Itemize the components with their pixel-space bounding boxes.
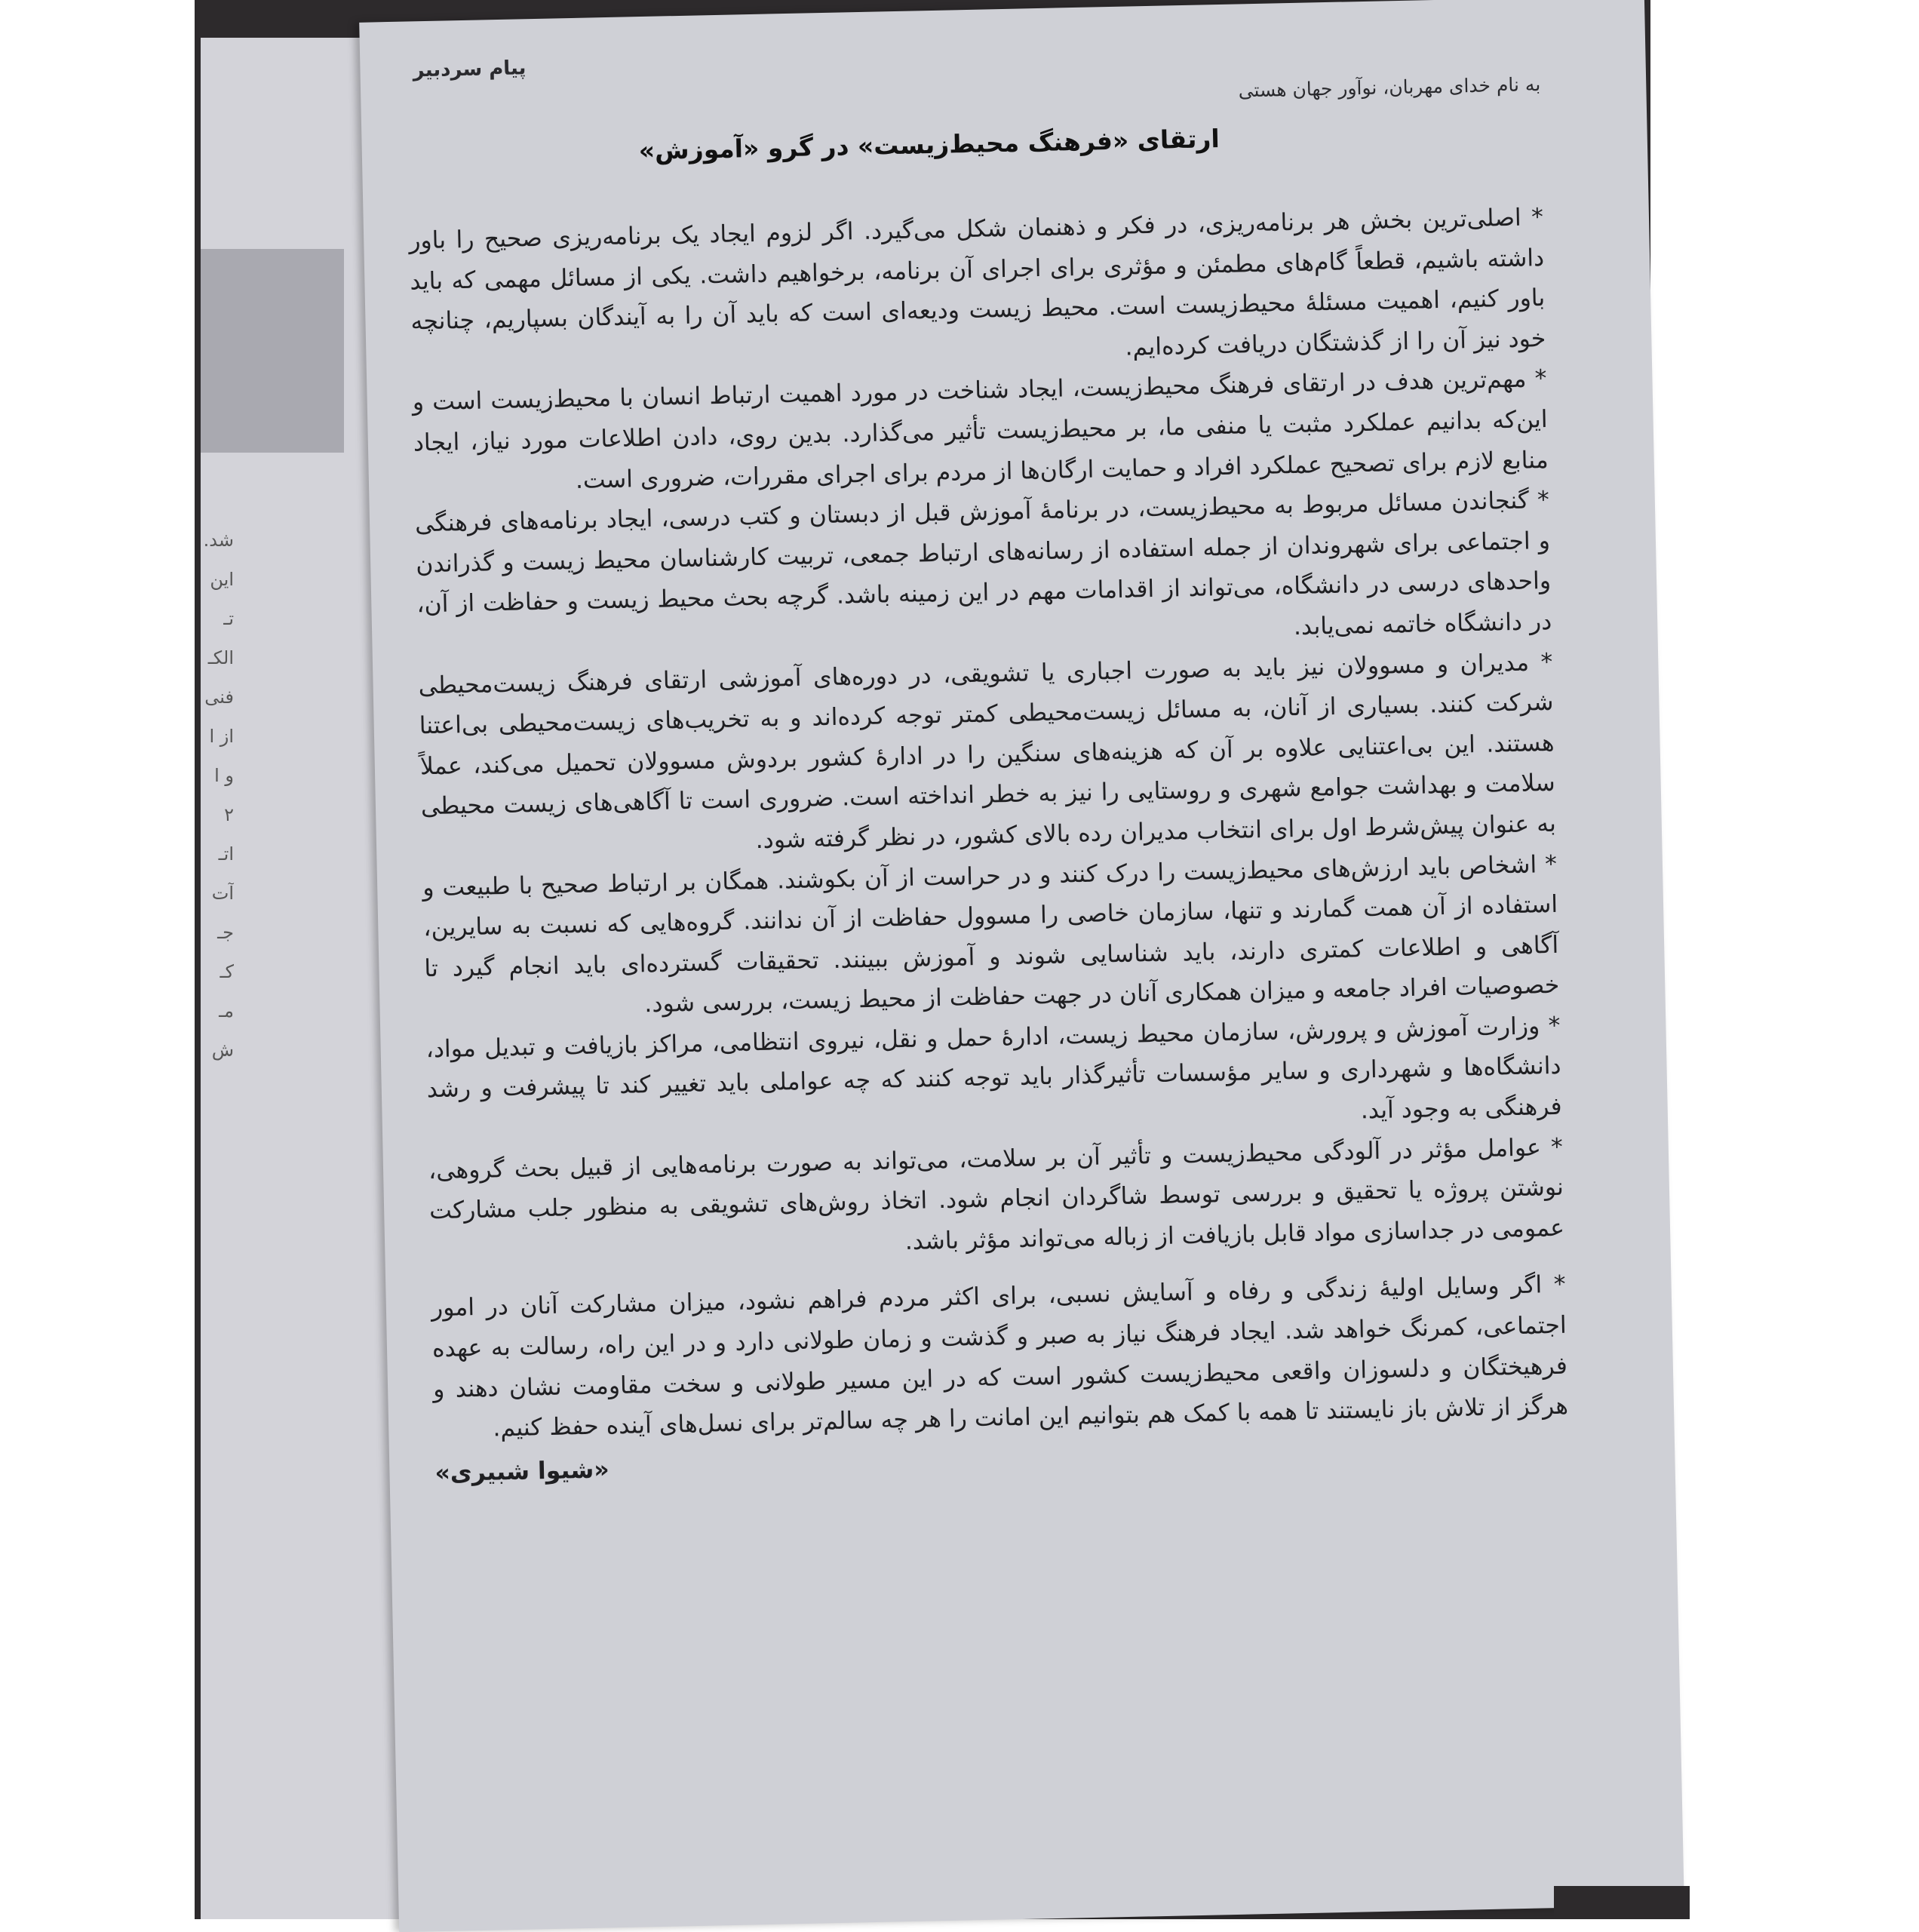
left-fragment: از ا (209, 726, 234, 747)
left-page-gray-block (201, 249, 344, 453)
paragraph: * وزارت آموزش و پرورش، سازمان محیط زیست، ادارهٔ حمل و نقل، نیروی انتظامی، مراکز بازیافت و تبدیل مواد، دانشگاه‌ها و شهرداری و سایر مؤسسات تأثیرگذار باید توجه کنند که چه عواملی باید تغییر کند تا پیشرفت و رشد فرهنگی به وجود آید. (425, 1012, 1563, 1125)
article-body (409, 198, 1570, 1494)
left-fragment: این (210, 569, 234, 590)
paragraph: * عوامل مؤثر در آلودگی محیط‌زیست و تأثیر آن بر سلامت، می‌تواند به صورت برنامه‌هایی از قبیل بحث گروهی، نوشتن پروژه یا تحقیق و بررسی توسط شاگردان انجام شود. اتخاذ روش‌های تشویقی به منظور جلب مشارکت عمومی در جداسازی مواد قابل بازیافت از زباله می‌تواند مؤثر باشد. (428, 1133, 1565, 1255)
bullet-icon: * (1548, 1012, 1561, 1040)
left-fragment: و ا (214, 765, 234, 786)
bullet-icon: * (1544, 850, 1558, 878)
bullet-icon: * (1553, 1271, 1566, 1299)
salutation: به نام خدای مهربان، نوآور جهان هستی (1238, 73, 1541, 102)
paragraph: * اگر وسایل اولیهٔ زندگی و رفاه و آسایش نسبی، برای اکثر مردم فراهم نشود، میزان مشارکت آنان در امور اجتماعی، کمرنگ خواهد شد. ایجاد فرهنگ نیاز به صبر و گذشت و زمان طولانی دارد و در این راه، رسالت به عهده فرهیختگان و دلسوزان واقعی محیط‌زیست کشور است که در این مسیر طولانی و سخت مقاومت نشان دهند و هرگز از تلاش باز نایستند تا همه با کمک هم بتوانیم این امانت را هر چه سالم‌تر برای نسل‌های آینده حفظ کنیم. (431, 1271, 1569, 1442)
left-fragment: الکـ (207, 647, 234, 668)
bullet-icon: * (1540, 648, 1553, 676)
author-signature: «شیوا شبیری» (434, 1456, 610, 1487)
left-fragment: ۲ (224, 804, 234, 825)
left-page-text-fragments (204, 521, 234, 1070)
paragraph: * مهم‌ترین هدف در ارتقای فرهنگ محیط‌زیست، ایجاد شناخت در مورد اهمیت ارتباط انسان با محیط‌زیست است و این‌که بدانیم عملکرد مثبت یا منفی ما، بر محیط‌زیست تأثیر می‌گذارد. بدین روی، دادن اطلاعات مورد نیاز، ایجاد منابع لازم برای تصحیح عملکرد افراد و حمایت ارگان‌ها از مردم برای اجرای مقررات، ضروری است. (412, 365, 1549, 494)
bullet-icon: * (1534, 365, 1547, 393)
left-fragment: جـ (217, 922, 234, 943)
paragraph: * اصلی‌ترین بخش هر برنامه‌ریزی، در فکر و ذهنمان شکل می‌گیرد. اگر لزوم ایجاد یک برنامه‌ریزی صحیح را باور داشته باشیم، قطعاً گام‌های مطمئن و مؤثری برای اجرای آن برنامه، برخواهیم داشت. یکی از مسائل مهمی که باید باور کنیم، اهمیت مسئلهٔ محیط‌زیست است. محیط زیست ودیعه‌ای است که باید آن را به آیندگان بسپاریم، چنانچه خود نیز آن را از گذشتگان دریافت کرده‌ایم. (408, 204, 1546, 361)
article-title: ارتقای «فرهنگ محیط‌زیست» در گرو «آموزش» (638, 123, 1220, 166)
left-fragment: مـ (219, 1000, 234, 1021)
left-fragment: آت (211, 883, 234, 904)
left-fragment: فنی (204, 686, 234, 708)
left-fragment: ش (211, 1040, 234, 1061)
magazine-page (359, 0, 1684, 1932)
bottom-edge-shadow (1554, 1886, 1690, 1919)
bullet-icon: * (1537, 487, 1550, 514)
bullet-icon: * (1531, 204, 1544, 232)
paragraph: * اشخاص باید ارزش‌های محیط‌زیست را درک کنند و در حراست از آن بکوشند. همگان بر ارتباط صحیح با طبیعت و استفاده از آن همت گمارند و تنها، سازمان خاصی را مسوول حفاظت از آن ندانند. گروه‌هایی که نسبت به سایرین، آگاهی و اطلاعات کمتری دارند، باید شناسایی شوند و آموزش ببینند. تحقیقات گسترده‌ای باید انجام گیرد تا خصوصیات افراد جامعه و میزان همکاری آنان در جهت حفاظت از محیط زیست، بررسی شود. (422, 850, 1560, 1018)
left-fragment: تـ (223, 608, 234, 629)
paragraph: * مدیران و مسوولان نیز باید به صورت اجباری یا تشویقی، در دوره‌های آموزشی ارتقای فرهنگ زیست‌محیطی شرکت کنند. بسیاری از آنان، به مسائل زیست‌محیطی کمتر توجه کرده‌اند و به تخریب‌های زیست‌محیطی بی‌اعتنا هستند. این بی‌اعتنایی علاوه بر آن که هزینه‌های سنگین را در ادارهٔ کشور بردوش مسوولان تحمیل می‌کند، عملاً سلامت و بهداشت جوامع شهری و روستایی را نیز به خطر انداخته است. ضروری است تا آگاهی‌های زیست محیطی به عنوان پیش‌شرط اول برای انتخاب مدیران رده بالای کشور، در نظر گرفته شود. (418, 648, 1557, 854)
bullet-icon: * (1550, 1133, 1564, 1161)
paragraph: * گنجاندن مسائل مربوط به محیط‌زیست، در برنامهٔ آموزش قبل از دبستان و کتب درسی، ایجاد برنامه‌های فرهنگی و اجتماعی برای شهروندان از جمله استفاده از رسانه‌های ارتباط جمعی، تربیت کارشناسان محیط زیست و گذراندن واحدهای درسی در دانشگاه، می‌تواند از اقدامات مهم در این زمینه باشد. گرچه بحث محیط زیست و حفاظت از آن، در دانشگاه خاتمه نمی‌یابد. (414, 487, 1552, 641)
left-fragment: شد. (204, 530, 234, 551)
section-label: پیام سردبیر (413, 57, 527, 82)
page-content (405, 28, 1578, 1901)
left-fragment: کـ (220, 961, 234, 982)
left-fragment: اتـ (218, 843, 234, 865)
